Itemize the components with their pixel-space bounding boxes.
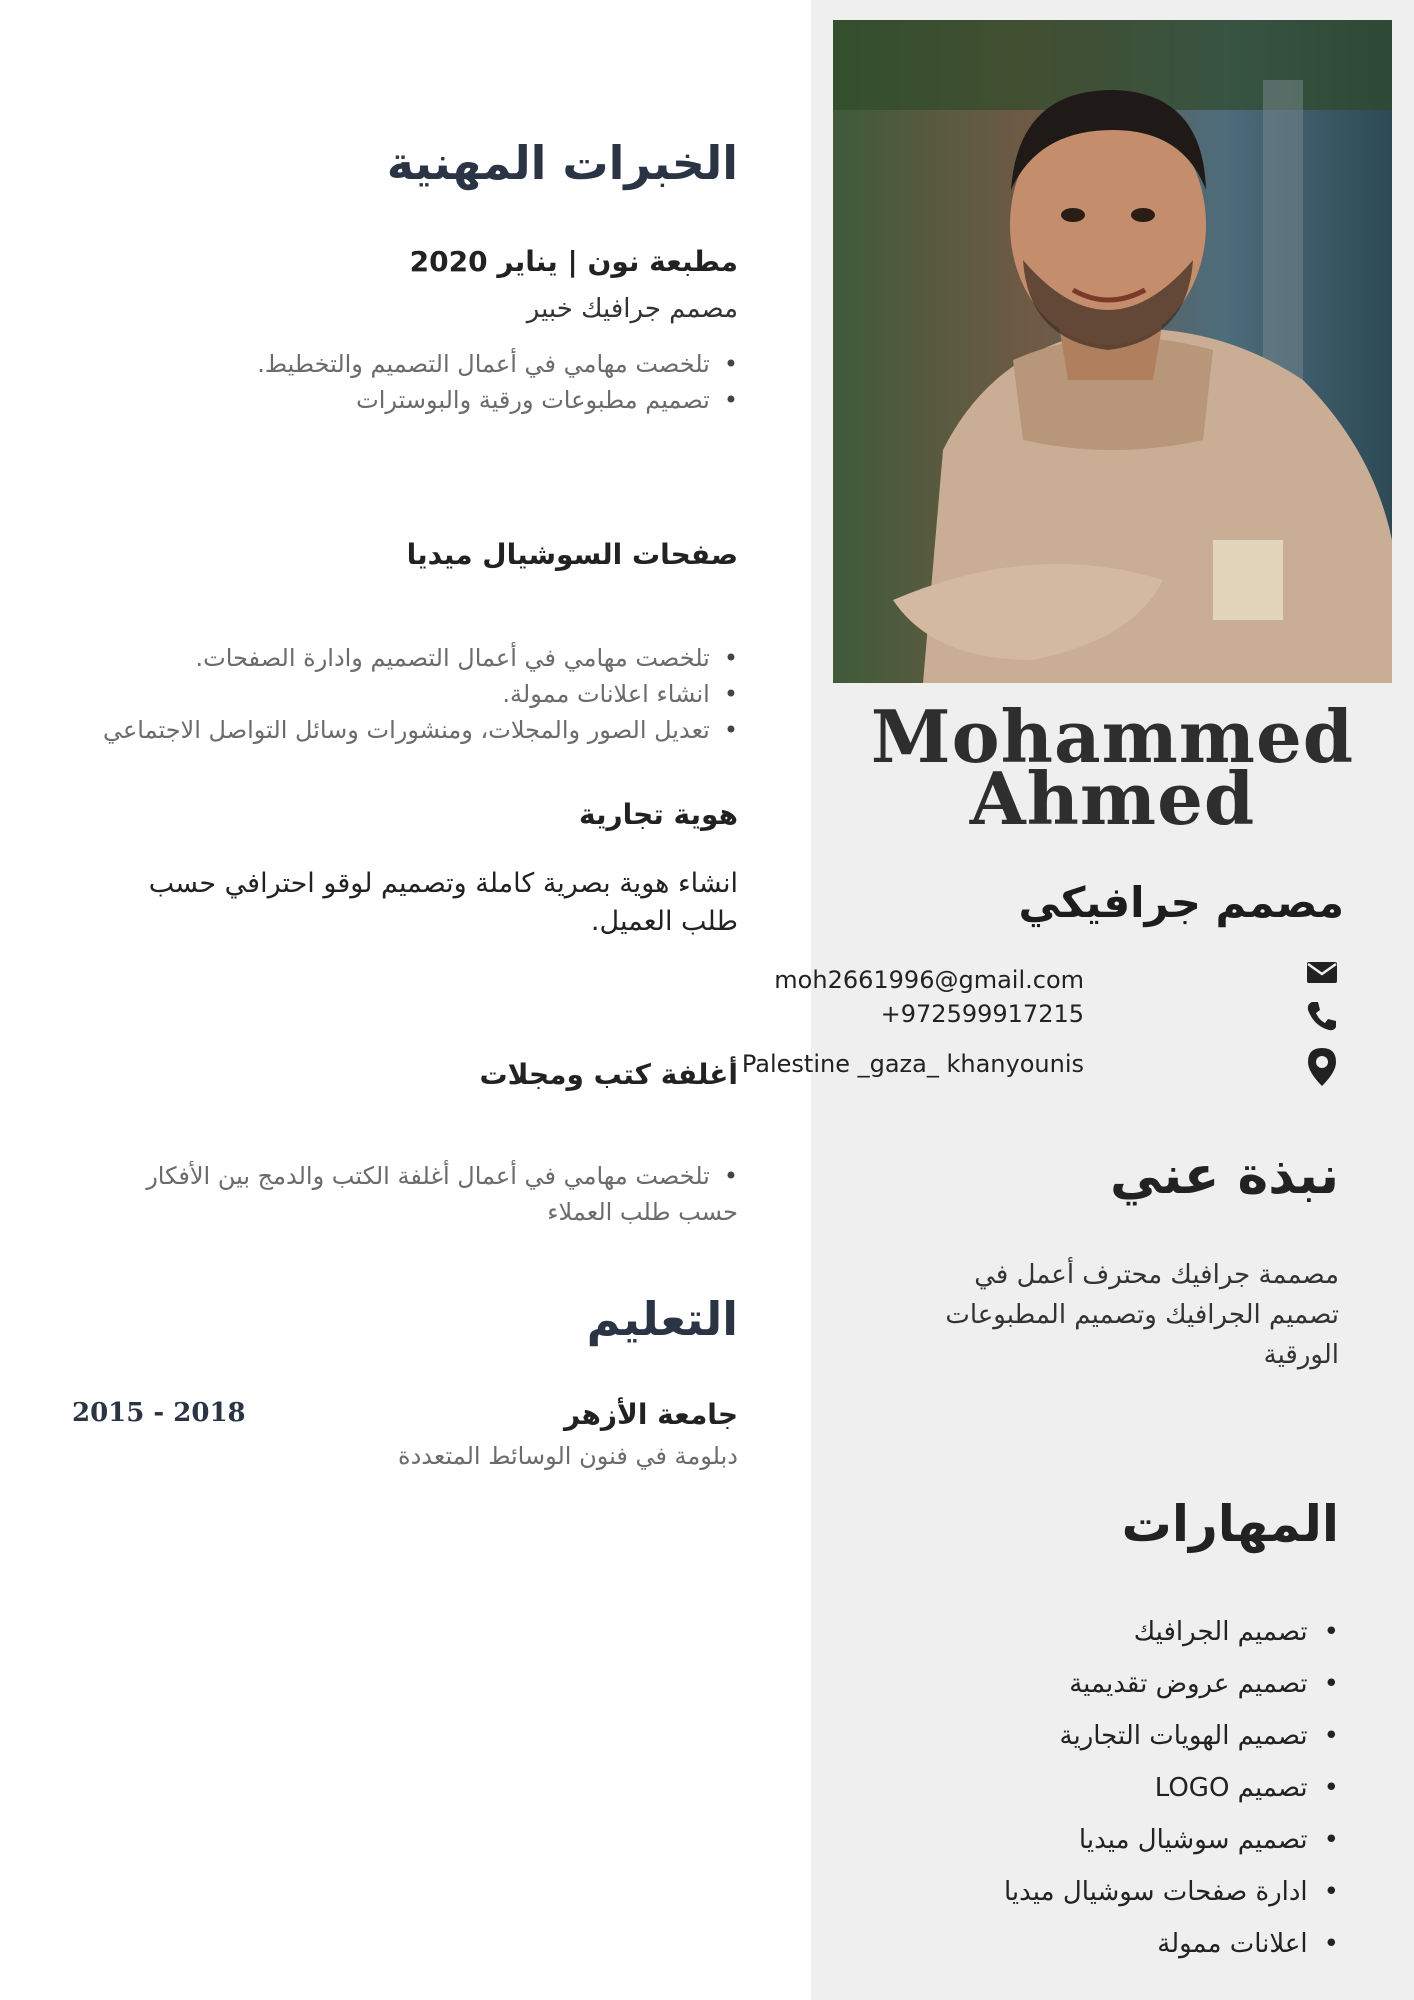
job3-title: هوية تجارية xyxy=(578,798,738,831)
list-item: • انشاء اعلانات ممولة. xyxy=(103,676,738,712)
email-text[interactable]: moh2661996@gmail.com xyxy=(774,966,1084,994)
job1-subtitle: مصمم جرافيك خبير xyxy=(526,294,738,324)
education-heading: التعليم xyxy=(586,1292,738,1346)
phone-row xyxy=(881,1000,1084,1028)
list-item: • تلخصت مهامي في أعمال التصميم وادارة الصفحات. xyxy=(103,640,738,676)
job2-title: صفحات السوشيال ميديا xyxy=(406,538,738,571)
skills-heading: المهارات xyxy=(1121,1495,1339,1553)
about-text: مصممة جرافيك محترف أعمل في تصميم الجرافيك وتصميم المطبوعات الورقية xyxy=(945,1260,1339,1370)
list-item: • تلخصت مهامي في أعمال التصميم والتخطيط. xyxy=(257,346,738,382)
job1-bullets xyxy=(257,346,738,418)
location-text: Palestine _gaza_ khanyounis xyxy=(741,1050,1084,1078)
profile-photo xyxy=(833,20,1392,683)
skill-item: • تصميم سوشيال ميديا xyxy=(1004,1814,1339,1866)
skill-item: • تصميم الهويات التجارية xyxy=(1004,1710,1339,1762)
education-degree: دبلومة في فنون الوسائط المتعددة xyxy=(398,1442,738,1470)
phone-text[interactable]: +972599917215 xyxy=(880,1000,1084,1028)
last-name: Ahmed xyxy=(969,756,1256,841)
skills-list xyxy=(1004,1606,1339,1970)
education-years: 2015 - 2018 xyxy=(72,1398,246,1428)
list-item: • تلخصت مهامي في أعمال أغلفة الكتب والدمج بين الأفكار حسب طلب العملاء xyxy=(98,1158,738,1230)
experience-heading: الخبرات المهنية xyxy=(386,136,738,190)
map-pin-icon xyxy=(1304,1046,1340,1088)
job4-bullets xyxy=(98,1158,738,1230)
skill-item: • اعلانات ممولة xyxy=(1004,1918,1339,1970)
skill-item: • تصميم LOGO xyxy=(1004,1762,1339,1814)
job-role: مصمم جرافيكي xyxy=(1018,878,1344,927)
job2-bullets xyxy=(103,640,738,748)
skill-item: • تصميم الجرافيك xyxy=(1004,1606,1339,1658)
email-row xyxy=(774,966,1084,994)
phone-icon xyxy=(1304,998,1340,1034)
about-heading: نبذة عني xyxy=(1110,1146,1339,1206)
education-school: جامعة الأزهر xyxy=(564,1398,738,1431)
list-item: • تصميم مطبوعات ورقية والبوسترات xyxy=(257,382,738,418)
job3-text: انشاء هوية بصرية كاملة وتصميم لوقو احترافي حسب طلب العميل. xyxy=(148,868,738,937)
first-name: Mohammed xyxy=(870,694,1355,779)
job4-title: أغلفة كتب ومجلات xyxy=(479,1058,738,1091)
skill-item: • تصميم عروض تقديمية xyxy=(1004,1658,1339,1710)
skill-item: • ادارة صفحات سوشيال ميديا xyxy=(1004,1866,1339,1918)
location-row xyxy=(742,1050,1084,1078)
job1-title: مطبعة نون | يناير 2020 xyxy=(409,245,738,278)
list-item: • تعديل الصور والمجلات، ومنشورات وسائل التواصل الاجتماعي xyxy=(103,712,738,748)
envelope-icon xyxy=(1304,954,1340,990)
